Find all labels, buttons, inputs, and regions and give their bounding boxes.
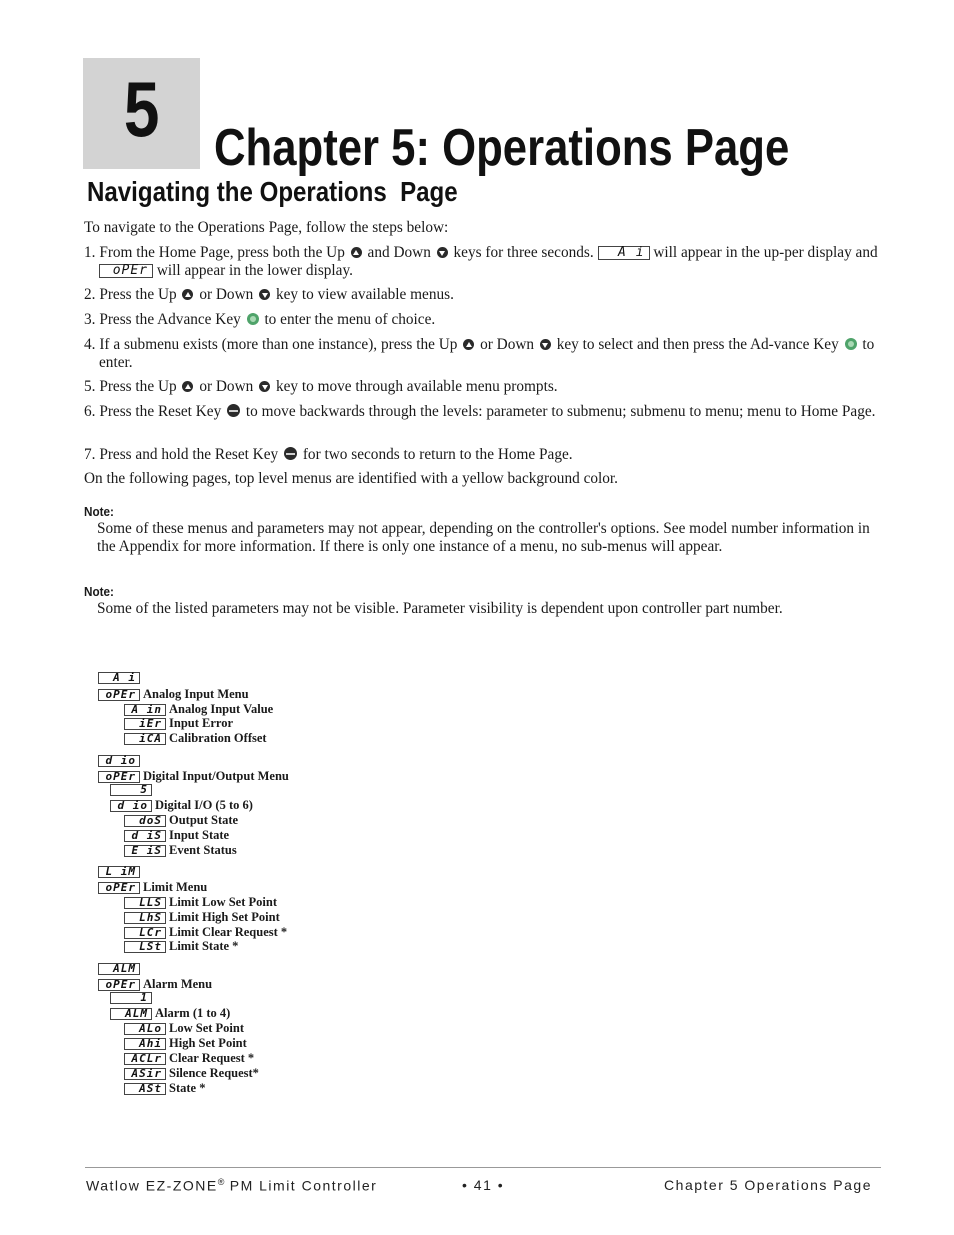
menu-digital-io: oPEr Digital Input/Output Menu: [98, 769, 289, 784]
step-2: 2. Press the Up or Down key to view available menus.: [84, 286, 454, 303]
up-key-icon: [463, 339, 474, 350]
note-body-2: Some of the listed parameters may not be visible. Parameter visibility is dependent upon controller part number.: [97, 600, 783, 617]
step-6: 6. Press the Reset Key to move backwards through the levels: parameter to submenu; submenu to menu; menu to Home Page.: [84, 403, 876, 420]
down-key-icon: [540, 339, 551, 350]
following-pages-text: On the following pages, top level menus are identified with a yellow background color.: [84, 470, 618, 487]
menu-item: iCA Calibration Offset: [124, 731, 267, 746]
down-key-icon: [259, 289, 270, 300]
up-key-icon: [182, 381, 193, 392]
menu-item: A in Analog Input Value: [124, 702, 273, 717]
step-5: 5. Press the Up or Down key to move through available menu prompts.: [84, 378, 558, 395]
advance-key-icon: [247, 313, 259, 325]
menu-instance: 5: [110, 784, 152, 796]
chapter-number-box: [83, 58, 200, 169]
footer-product-name: Watlow EZ-ZONE® PM Limit Controller: [86, 1177, 378, 1194]
down-key-icon: [437, 247, 448, 258]
menu-code-alarm: ALM: [98, 963, 140, 975]
up-key-icon: [182, 289, 193, 300]
step-3: 3. Press the Advance Key to enter the menu of choice.: [84, 311, 436, 328]
menu-limit: oPEr Limit Menu: [98, 880, 207, 895]
menu-code-analog-input: A i: [98, 672, 140, 684]
reset-key-icon: [227, 404, 240, 417]
menu-item: LCr Limit Clear Request *: [124, 925, 287, 940]
menu-item: LSt Limit State *: [124, 939, 238, 954]
advance-key-icon: [845, 338, 857, 350]
menu-item: d iS Input State: [124, 828, 229, 843]
display-readout-upper: A i: [598, 246, 650, 260]
submenu-digital-io: d io Digital I/O (5 to 6): [110, 798, 253, 813]
menu-item: ASt State *: [124, 1081, 205, 1096]
display-readout-lower: oPEr: [99, 264, 153, 278]
footer-page-number: • 41 •: [462, 1177, 505, 1193]
menu-alarm: oPEr Alarm Menu: [98, 977, 212, 992]
menu-item: E iS Event Status: [124, 843, 237, 858]
intro-text: To navigate to the Operations Page, follow the steps below:: [84, 219, 449, 236]
menu-code-digital-io: d io: [98, 755, 140, 767]
menu-item: doS Output State: [124, 813, 238, 828]
menu-item: iEr Input Error: [124, 716, 233, 731]
footer-chapter-name: Chapter 5 Operations Page: [664, 1177, 872, 1193]
note-label-1: Note:: [84, 504, 114, 519]
note-body-1: Some of these menus and parameters may not appear, depending on the controller's options. See model number information in the Appendix for more information. If there is only one instance of a menu, no sub-menus will appear.: [97, 520, 870, 555]
menu-item: ASir Silence Request*: [124, 1066, 259, 1081]
step-4: 4. If a submenu exists (more than one instance), press the Up or Down key to select and then press the Ad-vance Key to enter.: [84, 336, 875, 371]
up-key-icon: [351, 247, 362, 258]
menu-analog-input: oPEr Analog Input Menu: [98, 687, 249, 702]
menu-item: LLS Limit Low Set Point: [124, 895, 277, 910]
note-label-2: Note:: [84, 584, 114, 599]
menu-item: Ahi High Set Point: [124, 1036, 247, 1051]
chapter-title: Chapter 5: Operations Page: [214, 119, 790, 177]
submenu-alarm: ALM Alarm (1 to 4): [110, 1006, 230, 1021]
section-title: Navigating the Operations Page: [87, 176, 458, 207]
menu-item: ALo Low Set Point: [124, 1021, 244, 1036]
menu-item: LhS Limit High Set Point: [124, 910, 280, 925]
step-1: 1. From the Home Page, press both the Up and Down keys for three seconds. A i will appear in the up-per display and oPEr will appear in the lower display.: [84, 244, 878, 279]
chapter-number: 5: [123, 65, 160, 153]
down-key-icon: [259, 381, 270, 392]
menu-code-limit: L iM: [98, 866, 140, 878]
step-7: 7. Press and hold the Reset Key for two seconds to return to the Home Page.: [84, 446, 573, 463]
menu-instance: 1: [110, 992, 152, 1004]
footer-divider: [85, 1167, 881, 1168]
menu-item: ACLr Clear Request *: [124, 1051, 254, 1066]
reset-key-icon: [284, 447, 297, 460]
